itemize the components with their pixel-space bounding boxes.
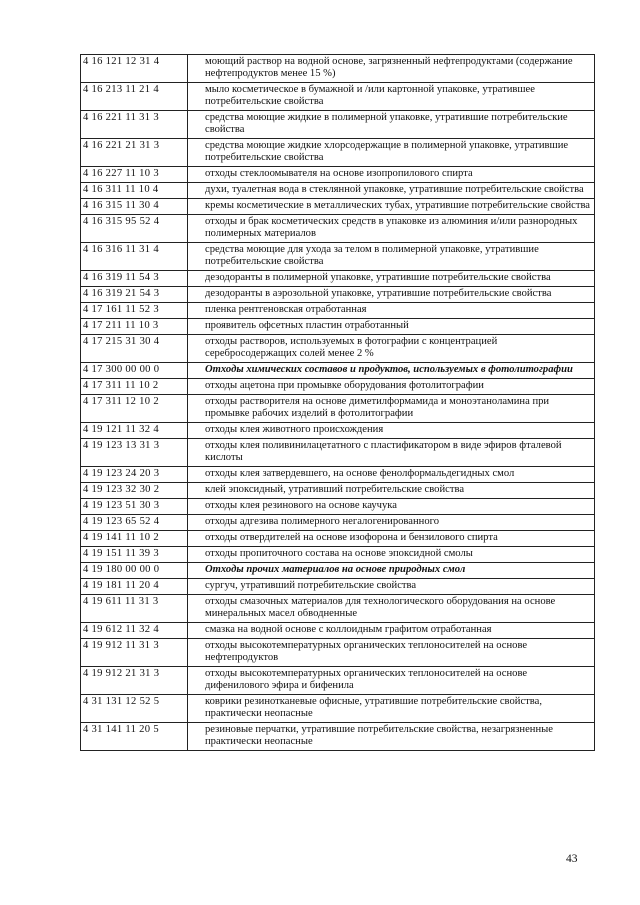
waste-code-cell: 4 19 181 11 20 4	[81, 579, 188, 595]
table-row	[81, 531, 595, 547]
waste-description-cell: коврики резинотканевые офисные, утратившие потребительские свойства, практически неопасные	[188, 695, 595, 723]
table-row	[81, 499, 595, 515]
waste-description-cell: кремы косметические в металлических тубах, утратившие потребительские свойства	[188, 199, 595, 215]
waste-description-cell: смазка на водной основе с коллоидным графитом отработанная	[188, 623, 595, 639]
waste-code-cell: 4 19 611 11 31 3	[81, 595, 188, 623]
waste-description-cell: мыло косметическое в бумажной и /или картонной упаковке, утратившее потребительские свойства	[188, 83, 595, 111]
waste-description-cell: отходы растворов, используемых в фотографии с концентрацией серебросодержащих солей менее 2 %	[188, 335, 595, 363]
table-row	[81, 439, 595, 467]
page-number: 43	[566, 853, 578, 865]
waste-description-cell: отходы и брак косметических средств в упаковке из алюминия и/или разнородных полимерных материалов	[188, 215, 595, 243]
table-row	[81, 167, 595, 183]
waste-code-cell: 4 19 123 13 31 3	[81, 439, 188, 467]
waste-code-cell: 4 19 912 11 31 3	[81, 639, 188, 667]
table-row	[81, 639, 595, 667]
table-row	[81, 199, 595, 215]
waste-code-cell: 4 16 316 11 31 4	[81, 243, 188, 271]
waste-description-cell: резиновые перчатки, утратившие потребительские свойства, незагрязненные практически неопасные	[188, 723, 595, 751]
table-row	[81, 623, 595, 639]
waste-code-cell: 4 16 121 12 31 4	[81, 55, 188, 83]
table-row	[81, 139, 595, 167]
table-row	[81, 379, 595, 395]
waste-description-cell: отходы адгезива полимерного негалогенированного	[188, 515, 595, 531]
table-row	[81, 667, 595, 695]
table-row	[81, 723, 595, 751]
waste-description-cell: сургуч, утративший потребительские свойства	[188, 579, 595, 595]
table-row	[81, 695, 595, 723]
waste-description-cell: отходы стеклоомывателя на основе изопропилового спирта	[188, 167, 595, 183]
waste-code-cell: 4 31 131 12 52 5	[81, 695, 188, 723]
waste-code-cell: 4 16 213 11 21 4	[81, 83, 188, 111]
waste-description-cell: отходы клея животного происхождения	[188, 423, 595, 439]
waste-code-cell: 4 17 311 11 10 2	[81, 379, 188, 395]
category-title-cell: Отходы прочих материалов на основе природных смол	[188, 563, 595, 579]
waste-code-cell: 4 19 612 11 32 4	[81, 623, 188, 639]
waste-code-cell: 4 16 221 21 31 3	[81, 139, 188, 167]
table-row	[81, 467, 595, 483]
table-row	[81, 287, 595, 303]
table-row	[81, 395, 595, 423]
waste-code-cell: 4 17 211 11 10 3	[81, 319, 188, 335]
table-row	[81, 335, 595, 363]
waste-description-cell: проявитель офсетных пластин отработанный	[188, 319, 595, 335]
waste-classification-table	[80, 54, 595, 751]
waste-code-cell: 4 16 221 11 31 3	[81, 111, 188, 139]
waste-code-cell: 4 17 300 00 00 0	[81, 363, 188, 379]
waste-code-cell: 4 17 311 12 10 2	[81, 395, 188, 423]
waste-code-cell: 4 19 123 65 52 4	[81, 515, 188, 531]
table-row	[81, 271, 595, 287]
waste-code-cell: 4 17 215 31 30 4	[81, 335, 188, 363]
waste-code-cell: 4 19 912 21 31 3	[81, 667, 188, 695]
waste-description-cell: отходы ацетона при промывке оборудования фотолитографии	[188, 379, 595, 395]
table-row	[81, 243, 595, 271]
table-row	[81, 83, 595, 111]
table-body	[81, 55, 595, 751]
waste-description-cell: отходы пропиточного состава на основе эпоксидной смолы	[188, 547, 595, 563]
waste-code-cell: 4 31 141 11 20 5	[81, 723, 188, 751]
waste-code-cell: 4 19 151 11 39 3	[81, 547, 188, 563]
table-row	[81, 55, 595, 83]
table-row	[81, 579, 595, 595]
table-row	[81, 595, 595, 623]
waste-code-cell: 4 19 121 11 32 4	[81, 423, 188, 439]
waste-code-cell: 4 17 161 11 52 3	[81, 303, 188, 319]
table-row	[81, 483, 595, 499]
waste-code-cell: 4 16 315 95 52 4	[81, 215, 188, 243]
waste-description-cell: средства моющие для ухода за телом в полимерной упаковке, утратившие потребительские свойства	[188, 243, 595, 271]
waste-description-cell: отходы клея резинового на основе каучука	[188, 499, 595, 515]
table-row	[81, 515, 595, 531]
waste-description-cell: отходы отвердителей на основе изофорона и бензилового спирта	[188, 531, 595, 547]
category-row	[81, 363, 595, 379]
waste-description-cell: отходы клея затвердевшего, на основе фенолформальдегидных смол	[188, 467, 595, 483]
waste-description-cell: отходы высокотемпературных органических теплоносителей на основе нефтепродуктов	[188, 639, 595, 667]
waste-description-cell: клей эпоксидный, утративший потребительские свойства	[188, 483, 595, 499]
waste-description-cell: дезодоранты в аэрозольной упаковке, утратившие потребительские свойства	[188, 287, 595, 303]
waste-description-cell: средства моющие жидкие в полимерной упаковке, утратившие потребительские свойства	[188, 111, 595, 139]
waste-code-cell: 4 19 141 11 10 2	[81, 531, 188, 547]
waste-description-cell: духи, туалетная вода в стеклянной упаковке, утратившие потребительские свойства	[188, 183, 595, 199]
waste-code-cell: 4 16 319 21 54 3	[81, 287, 188, 303]
table-row	[81, 319, 595, 335]
table-row	[81, 423, 595, 439]
waste-code-cell: 4 16 311 11 10 4	[81, 183, 188, 199]
waste-code-cell: 4 19 123 24 20 3	[81, 467, 188, 483]
waste-description-cell: отходы растворителя на основе диметилформамида и моноэтаноламина при промывке рабочих изделий в фотолитографии	[188, 395, 595, 423]
waste-description-cell: моющий раствор на водной основе, загрязненный нефтепродуктами (содержание нефтепродуктов менее 15 %)	[188, 55, 595, 83]
waste-description-cell: отходы высокотемпературных органических теплоносителей на основе дифенилового эфира и бифенила	[188, 667, 595, 695]
category-row	[81, 563, 595, 579]
table-row	[81, 547, 595, 563]
waste-description-cell: пленка рентгеновская отработанная	[188, 303, 595, 319]
waste-code-cell: 4 16 227 11 10 3	[81, 167, 188, 183]
waste-description-cell: дезодоранты в полимерной упаковке, утратившие потребительские свойства	[188, 271, 595, 287]
waste-code-cell: 4 16 315 11 30 4	[81, 199, 188, 215]
waste-description-cell: отходы смазочных материалов для технологического оборудования на основе минеральных масел обводненные	[188, 595, 595, 623]
table-row	[81, 111, 595, 139]
category-title-cell: Отходы химических составов и продуктов, используемых в фотолитографии	[188, 363, 595, 379]
waste-description-cell: отходы клея поливинилацетатного с пластификатором в виде эфиров фталевой кислоты	[188, 439, 595, 467]
waste-code-cell: 4 16 319 11 54 3	[81, 271, 188, 287]
waste-code-cell: 4 19 123 32 30 2	[81, 483, 188, 499]
table-row	[81, 215, 595, 243]
waste-code-cell: 4 19 180 00 00 0	[81, 563, 188, 579]
table-row	[81, 303, 595, 319]
waste-description-cell: средства моющие жидкие хлорсодержащие в полимерной упаковке, утратившие потребительские свойства	[188, 139, 595, 167]
waste-code-cell: 4 19 123 51 30 3	[81, 499, 188, 515]
table-row	[81, 183, 595, 199]
